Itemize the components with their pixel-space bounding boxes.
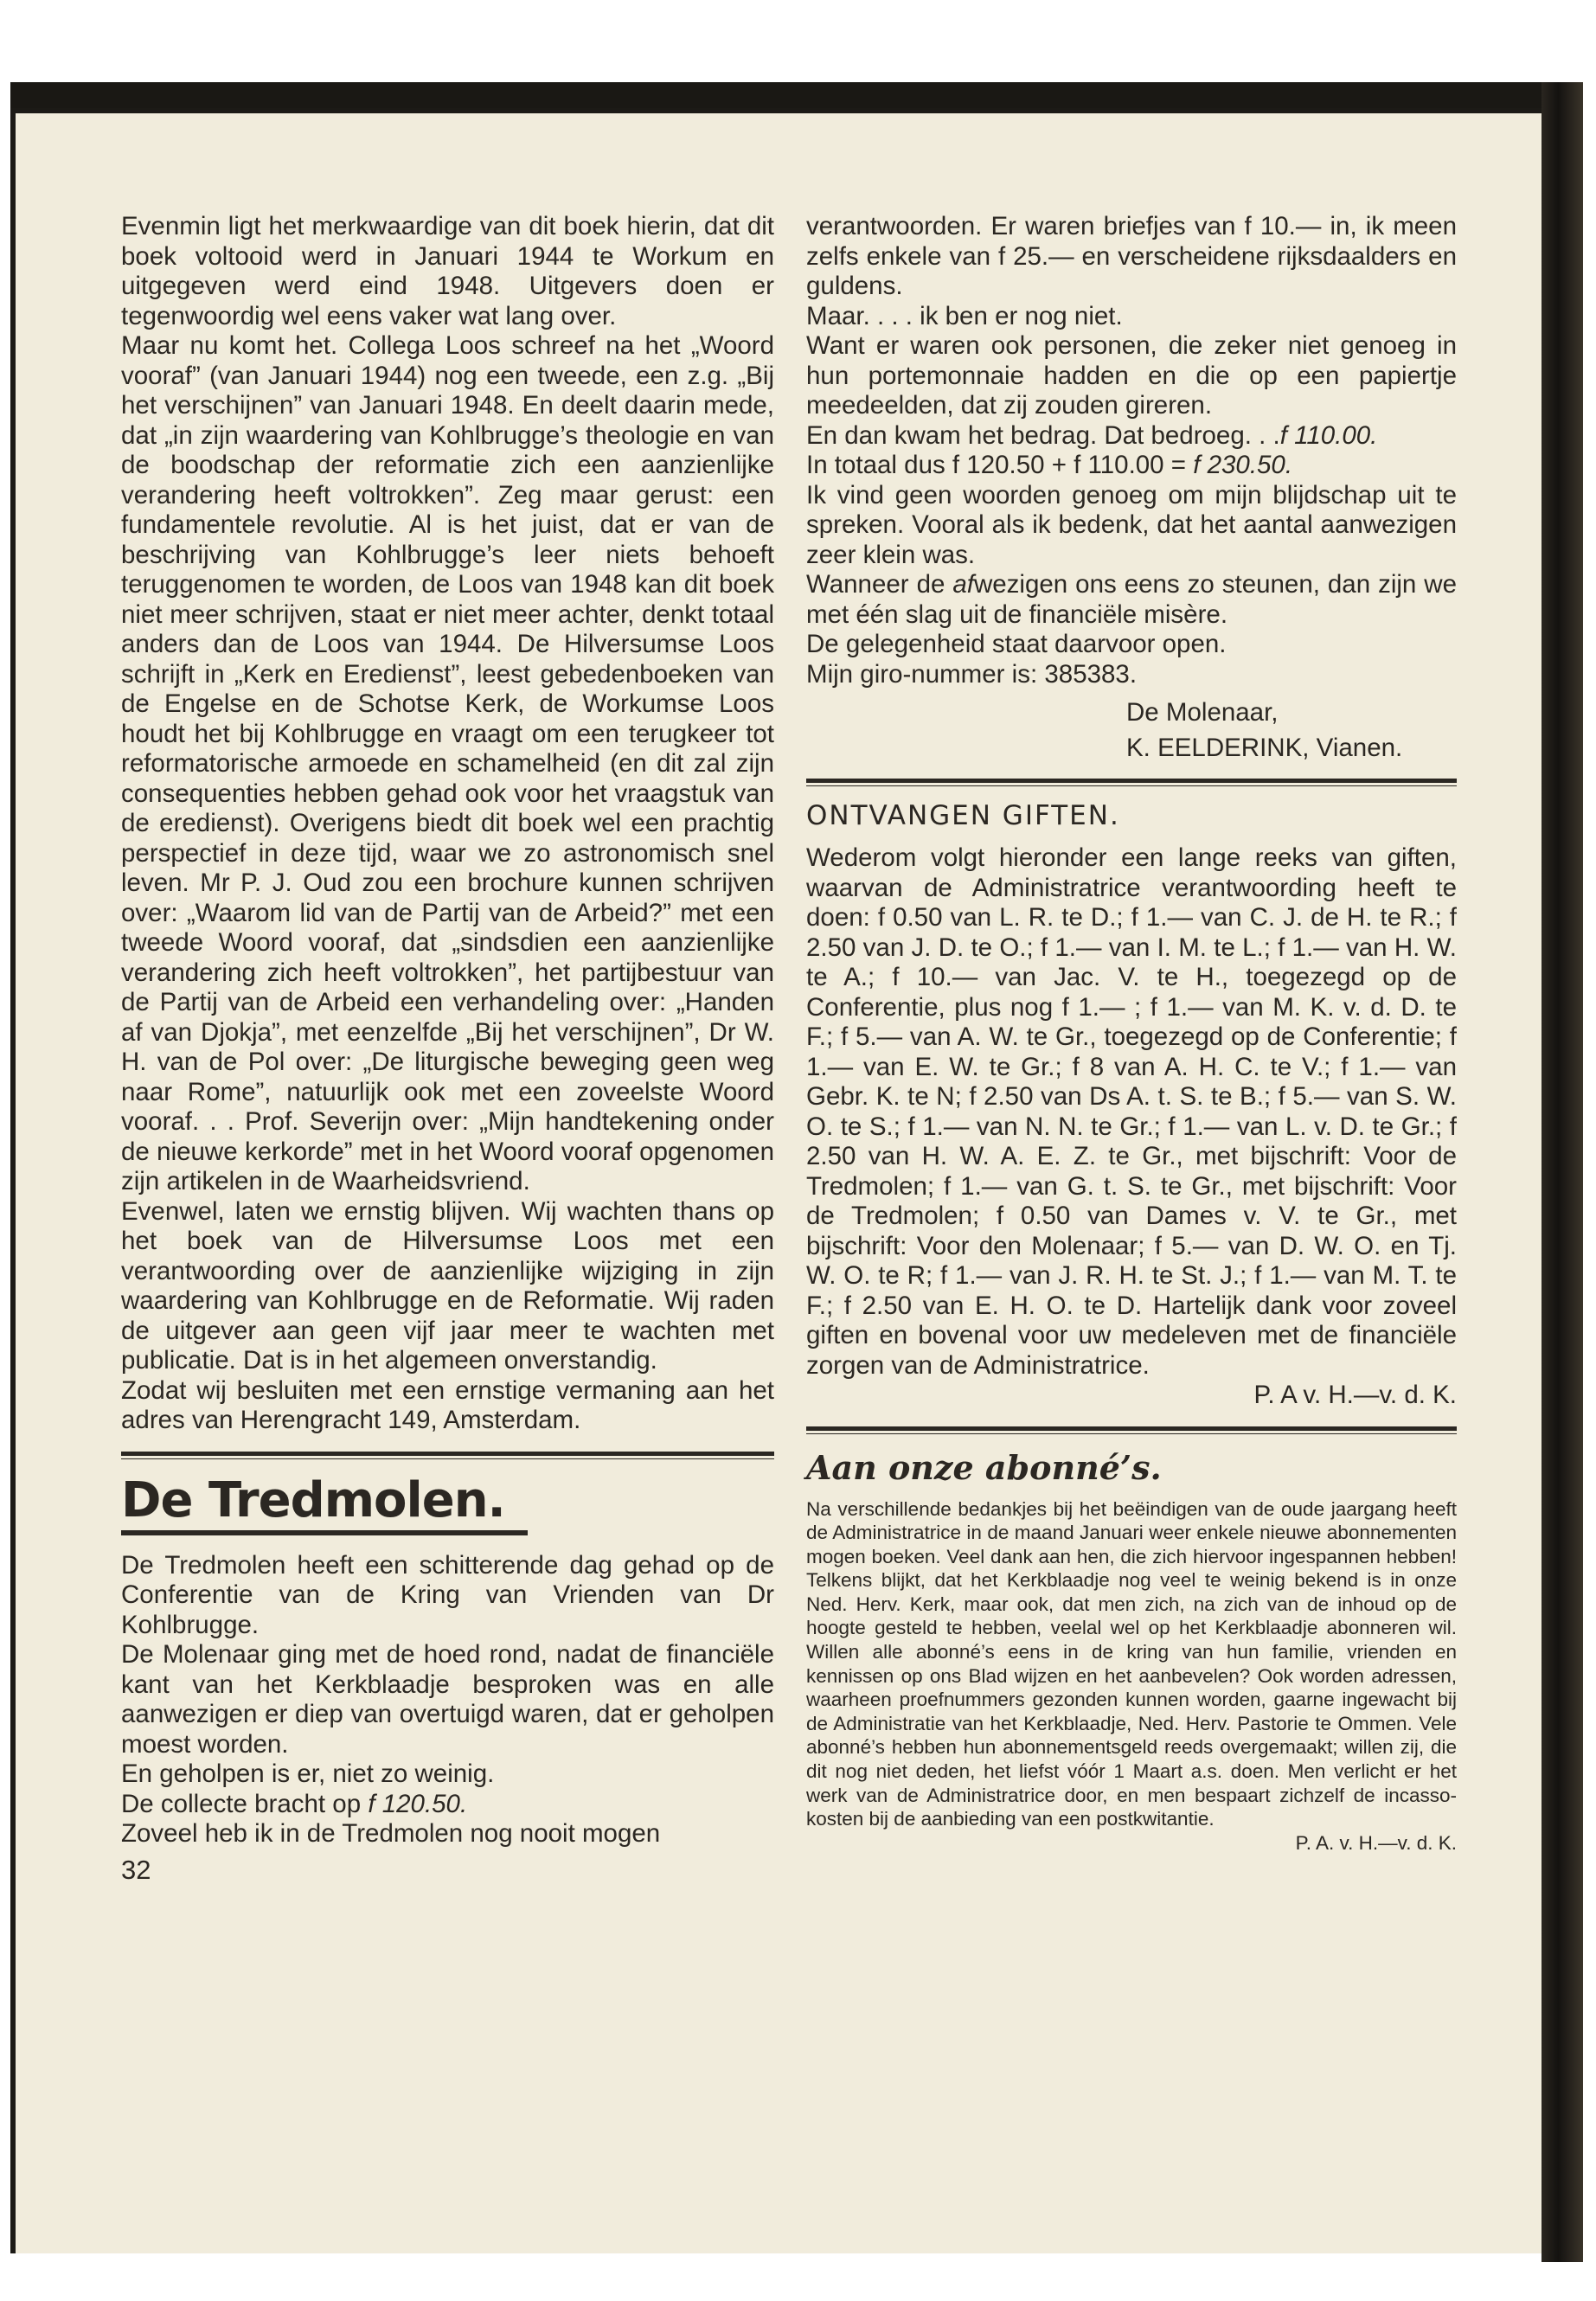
abonne-paragraph: Na verschillende bedankjes bij het beëindigen van de oude jaargang heeft de Administratrice in de maand Januari weer enkele nieuwe abonnementen mogen boeken. Veel dank aan hen, die zich hiervoor ingespannen hebben! Telkens blijkt, dat het Kerkblaadje nog veel te weinig bekend is in onze Ned. Herv. Kerk, maar ook, dat men zich, na zich van de inhoud op de hoogte gesteld te hebben, veelal wel op het Kerkblaadje abonneren wil. Willen alle abonné’s eens in de kring van hun familie, vrienden en kennissen op ons Blad wijzen en het aanbevelen? Ook worden adressen, waarheen proefnummers gezonden kunnen worden, gaarne ingewacht bij de Administratie van het Kerkblaadje, Ned. Herv. Pastorie te Ommen. Vele abonné’s hebben hun abonnementsgeld reeds overgemaakt; willen zij, die dit nog niet deden, het liefst vóór 1 Maart a.s. doen. Men verlicht er het werk van de Administratrice door, en men bespaart zichzelf de incasso-kosten bij de aanbieding van een postkwitantie. [806, 1497, 1457, 1830]
signature-molenaar: De Molenaar, [1126, 698, 1279, 727]
right-column [806, 212, 1457, 1855]
right-paragraph-4 [806, 421, 1457, 452]
left-paragraph-4: Zodat wij besluiten met een ernstige vermaning aan het adres van Herengracht 149, Amsterdam. [121, 1375, 774, 1434]
signature-eelderink: K. EELDERINK, Vianen. [1126, 733, 1403, 762]
left-paragraph-1: Evenmin ligt het merkwaardige van dit boek hierin, dat dit boek voltooid werd in Januari 1944 te Workum en uitgegeven werd eind 1948. Uitgevers doen er tegenwoordig wel eens vaker wat lang over. [121, 212, 774, 330]
totaal-text: In totaal dus f 120.50 + f 110.00 = [806, 451, 1194, 479]
right-paragraph-6: Ik vind geen woorden genoeg om mijn blijdschap uit te spreken. Vooral als ik bedenk, dat het aantal aanwezigen zeer klein was. [806, 480, 1457, 569]
collecte-amount: f 120.50. [368, 1789, 468, 1818]
page-number: 32 [121, 1854, 151, 1885]
gifts-title: ONTVANGEN GIFTEN. [806, 800, 1120, 831]
tredmolen-paragraph-2: De Molenaar ging met de hoed rond, nadat de financiële kant van het Kerkblaadje besproken was en alle aanwezigen er diep van overtuigd waren, dat er geholpen moest worden. [121, 1640, 774, 1759]
gifts-paragraph: Wederom volgt hieronder een lange reeks van giften, waarvan de Administratrice verantwoording heeft te doen: f 0.50 van L. R. te D.; f 1.— van C. J. de H. te R.; f 2.50 van J. D. te O.; f 1.— van I. M. te L.; f 1.— van H. W. te A.; f 10.— van Jac. V. te H., toegezegd op de Conferentie, plus nog f 1.— ; f 1.— van M. K. v. d. D. te F.; f 5.— van A. W. te Gr., toegezegd op de Conferentie; f 1.— van E. W. te Gr.; f 8 van A. H. C. te V.; f 1.— van Gebr. K. te N; f 2.50 van Ds A. t. S. te B.; f 5.— van S. W. O. te S.; f 1.— van N. N. te Gr.; f 1.— van L. v. D. te Gr.; f 2.50 van H. W. A. E. Z. te Gr., met bijschrift: Voor de Tredmolen; f 1.— van G. t. S. te Gr., met bijschrift: Voor de Tredmolen; f 0.50 van Dames v. V. te Gr., met bijschrift: Voor den Molenaar; f 5.— van D. W. O. en Tj. W. O. te R; f 1.— van J. R. H. te St. J.; f 1.— van M. T. te F.; f 2.50 van E. H. O. te D. Hartelijk dank voor zoveel giften en bovenal voor uw medeleven met de financiële zorgen van de Administratrice. [806, 843, 1457, 1380]
section-divider [806, 1426, 1457, 1434]
right-paragraph-8: De gelegenheid staat daarvoor open. [806, 630, 1227, 658]
abonne-signature: P. A. v. H.—v. d. K. [1295, 1831, 1457, 1854]
left-paragraph-3: Evenwel, laten we ernstig blijven. Wij wachten thans op het boek van de Hilversumse Loos met een verantwoording over de aanzienlijke wijziging in zijn waardering van Kohlbrugge en de Reformatie. Wij raden de uitgever aan geen vijf jaar meer te wachten met publicatie. Dat is in het algemeen onverstandig. [121, 1196, 774, 1375]
right-paragraph-7 [806, 570, 1457, 630]
af-emphasis: af [952, 570, 974, 599]
right-paragraph-9: Mijn giro-nummer is: 385383. [806, 659, 1138, 689]
title-underline [121, 1530, 528, 1535]
section-divider [806, 779, 1457, 786]
left-paragraph-2: Maar nu komt het. Collega Loos schreef na het „Woord vooraf” (van Januari 1944) nog een tweede, een z.g. „Bij het verschijnen” van Januari 1948. En deelt daarin mede, dat „in zijn waardering van Kohlbrugge’s theologie en van de boodschap der reformatie zich een aanzienlijke verandering heeft voltrokken”. Zeg maar gerust: een fundamentele revolutie. Al is het juist, dat er van de beschrijving van Kohlbrugge’s leer niets behoeft teruggenomen te worden, de Loos van 1948 kan dit boek niet meer schrijven, staat er niet meer achter, denkt totaal anders dan de Loos van 1944. De Hilversumse Loos schrijft in „Kerk en Eredienst”, leest gebedenboeken van de Engelse en de Schotse Kerk, de Workumse Loos houdt het bij Kohlbrugge en vraagt om een terugkeer tot reformatorische armoede en schamelheid (en dit zal zijn consequenties hebben gehad ook voor het vraagstuk van de eredienst). Overigens biedt dit boek wel een prachtig perspectief in deze tijd, waar we zo astronomisch snel leven. Mr P. J. Oud zou een brochure kunnen schrijven over: „Waarom lid van de Partij van de Arbeid?” met een tweede Woord vooraf, dat „sindsdien een aanzienlijke verandering zich heeft voltrokken”, het partijbestuur van de Partij van de Arbeid een verhandeling over: „Handen af van Djokja”, met eenzelfde „Bij het verschijnen”, Dr W. H. van de Pol over: „De liturgische beweging geen weg naar Rome”, natuurlijk ook met een zoveelste Woord vooraf. . . Prof. Severijn over: „Mijn handtekening onder de nieuwe kerkorde” met in het Woord vooraf opgenomen zijn artikelen in de Waarheidsvriend. [121, 331, 774, 1195]
gifts-signature: P. A v. H.—v. d. K. [1253, 1381, 1457, 1409]
tredmolen-paragraph-3: En geholpen is er, niet zo weinig. [121, 1759, 495, 1788]
collecte-text: De collecte bracht op [121, 1789, 369, 1818]
tredmolen-paragraph-4 [121, 1790, 774, 1820]
right-paragraph-5 [806, 451, 1457, 481]
binding-spine [1542, 82, 1583, 2262]
wezigen-text: wezigen ons eens zo steunen, dan zijn we met één slag uit de financiële misère. [806, 570, 1458, 629]
right-paragraph-2: Maar. . . . ik ben er nog niet. [806, 301, 1123, 330]
wanneer-text: Wanneer de [806, 570, 953, 599]
right-paragraph-3: Want er waren ook personen, die zeker niet genoeg in hun portemonnaie hadden en die op een papiertje meedeelden, dat zij zouden gireren. [806, 331, 1457, 420]
bedrag-text: En dan kwam het bedrag. Dat bedroeg. . . [806, 420, 1280, 450]
abonne-title: Aan onze abonné’s. [806, 1447, 1162, 1487]
right-paragraph-1: verantwoorden. Er waren briefjes van f 10.— in, ik meen zelfs enkele van f 25.— en verscheidene rijksdaalders en guldens. [806, 212, 1457, 300]
tredmolen-paragraph-5: Zoveel heb ik in de Tredmolen nog nooit mogen [121, 1819, 661, 1848]
left-column [121, 212, 774, 1886]
tredmolen-title: De Tredmolen. [121, 1471, 505, 1529]
tredmolen-paragraph-1: De Tredmolen heeft een schitterende dag gehad op de Conferentie van de Kring van Vrienden van Dr Kohlbrugge. [121, 1550, 774, 1639]
section-divider [121, 1452, 774, 1459]
page-top-edge [10, 82, 1583, 112]
totaal-amount: f 230.50. [1193, 451, 1293, 479]
bedrag-amount: f 110.00. [1279, 420, 1378, 450]
